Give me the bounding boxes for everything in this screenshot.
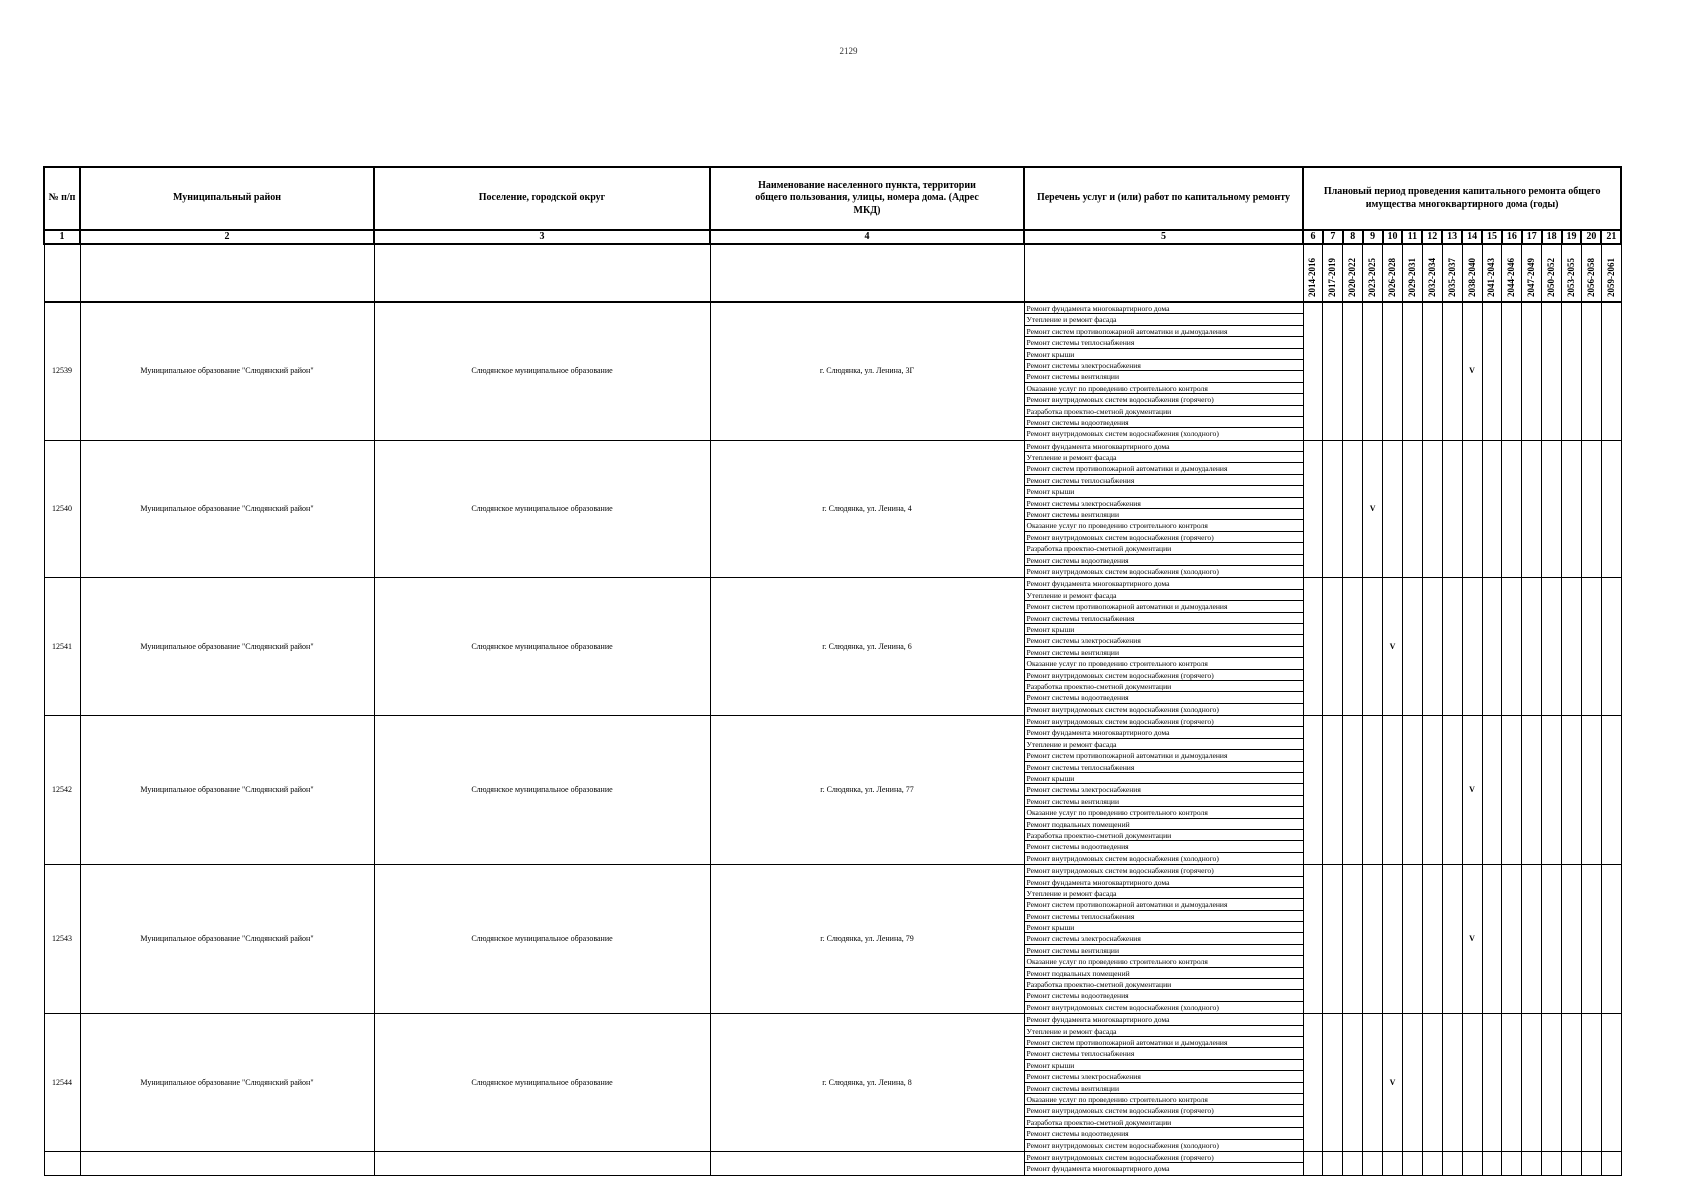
work-item: Ремонт системы электроснабжения xyxy=(1025,360,1303,371)
years-row xyxy=(44,244,1621,302)
period-cell xyxy=(1542,440,1562,578)
work-item: Ремонт крыши xyxy=(1025,773,1303,784)
period-cell xyxy=(1303,302,1323,440)
work-item: Разработка проектно-сметной документации xyxy=(1025,543,1303,554)
row-settlement: Слюдянское муниципальное образование xyxy=(374,440,710,578)
year-period-label: 2014-2016 xyxy=(1307,258,1318,297)
year-period-6 xyxy=(1402,244,1422,302)
header-period: Плановый период проведения капитального ремонта общего имущества многоквартирного дома (годы) xyxy=(1303,167,1621,230)
row-address: г. Слюдянка, ул. Ленина, 4 xyxy=(710,440,1024,578)
period-cell xyxy=(1383,865,1403,1014)
work-item: Ремонт системы вентиляции xyxy=(1025,945,1303,956)
period-cell xyxy=(1502,302,1522,440)
year-period-14 xyxy=(1562,244,1582,302)
period-cell xyxy=(1303,1014,1323,1152)
period-cell xyxy=(1383,302,1403,440)
period-cell xyxy=(1363,1151,1383,1175)
period-cell xyxy=(1542,302,1562,440)
row-settlement: Слюдянское муниципальное образование xyxy=(374,716,710,865)
period-cell xyxy=(1522,865,1542,1014)
row-district: Муниципальное образование "Слюдянский район" xyxy=(80,302,374,440)
work-item: Разработка проектно-сметной документации xyxy=(1025,979,1303,990)
period-cell xyxy=(1502,578,1522,716)
period-cell xyxy=(1303,716,1323,865)
header-address: Наименование населенного пункта, территории общего пользования, улицы, номера дома. (Адрес МКД) xyxy=(710,167,1024,230)
header-row xyxy=(44,167,1621,230)
work-item: Разработка проектно-сметной документации xyxy=(1025,681,1303,692)
work-item: Ремонт системы электроснабжения xyxy=(1025,1071,1303,1082)
column-number-1: 1 xyxy=(44,230,80,244)
period-cell xyxy=(1383,440,1403,578)
year-period-label: 2029-2031 xyxy=(1406,258,1417,297)
period-cell xyxy=(1343,716,1363,865)
work-item: Ремонт фундамента многоквартирного дома xyxy=(1025,578,1303,589)
row-address: г. Слюдянка, ул. Ленина, 8 xyxy=(710,1014,1024,1152)
work-item: Разработка проектно-сметной документации xyxy=(1025,406,1303,417)
period-cell xyxy=(1323,1014,1343,1152)
period-cell xyxy=(1422,578,1442,716)
work-item: Утепление и ремонт фасада xyxy=(1025,314,1303,325)
period-cell xyxy=(1581,440,1601,578)
year-period-12 xyxy=(1522,244,1542,302)
period-cell xyxy=(1303,578,1323,716)
column-number-9: 9 xyxy=(1363,230,1383,244)
row-settlement: Слюдянское муниципальное образование xyxy=(374,302,710,440)
work-item: Ремонт системы водоотведения xyxy=(1025,990,1303,1001)
row-works-list xyxy=(1024,716,1303,865)
period-cell xyxy=(1323,578,1343,716)
work-item: Ремонт внутридомовых систем водоснабжения (холодного) xyxy=(1026,566,1219,576)
header-settlement: Поселение, городской округ xyxy=(374,167,710,230)
period-cell xyxy=(1601,302,1621,440)
year-period-7 xyxy=(1422,244,1442,302)
period-cell xyxy=(1343,865,1363,1014)
period-cell xyxy=(1482,302,1502,440)
period-cell xyxy=(1601,865,1621,1014)
column-number-3: 3 xyxy=(374,230,710,244)
period-cell xyxy=(1482,716,1502,865)
period-cell xyxy=(1442,302,1462,440)
planned-period-mark: V xyxy=(1383,1014,1403,1152)
row-district: Муниципальное образование "Слюдянский район" xyxy=(80,440,374,578)
work-item: Ремонт фундамента многоквартирного дома xyxy=(1026,1164,1170,1174)
row-number: 12544 xyxy=(44,1014,80,1152)
year-period-label: 2059-2061 xyxy=(1605,258,1616,297)
work-item: Ремонт крыши xyxy=(1025,486,1303,497)
work-item: Ремонт системы электроснабжения xyxy=(1025,784,1303,795)
planned-period-mark: V xyxy=(1462,716,1482,865)
period-cell xyxy=(1522,302,1542,440)
header-num: № п/п xyxy=(44,167,80,230)
period-cell xyxy=(1363,302,1383,440)
work-item: Оказание услуг по проведению строительного контроля xyxy=(1025,520,1303,531)
period-cell xyxy=(1462,1151,1482,1175)
planned-period-mark: V xyxy=(1363,440,1383,578)
period-cell xyxy=(1422,302,1442,440)
period-cell xyxy=(1422,1014,1442,1152)
period-cell xyxy=(1601,1151,1621,1175)
row-works-list xyxy=(1024,1014,1303,1152)
years-row-blank xyxy=(1024,244,1303,302)
planned-period-mark: V xyxy=(1383,578,1403,716)
work-item: Ремонт системы электроснабжения xyxy=(1025,933,1303,944)
year-period-11 xyxy=(1502,244,1522,302)
period-cell xyxy=(1442,578,1462,716)
period-cell xyxy=(1482,440,1502,578)
work-item: Ремонт систем противопожарной автоматики и дымоудаления xyxy=(1025,326,1303,337)
year-period-5 xyxy=(1383,244,1403,302)
period-cell xyxy=(1323,440,1343,578)
row-works-list xyxy=(1024,440,1303,578)
year-period-13 xyxy=(1542,244,1562,302)
row-number: 12542 xyxy=(44,716,80,865)
period-cell xyxy=(1581,716,1601,865)
column-number-8: 8 xyxy=(1343,230,1363,244)
period-cell xyxy=(1363,716,1383,865)
period-cell xyxy=(1383,716,1403,865)
year-period-label: 2032-2034 xyxy=(1426,258,1437,297)
column-number-14: 14 xyxy=(1462,230,1482,244)
year-period-1 xyxy=(1303,244,1323,302)
work-item: Оказание услуг по проведению строительного контроля xyxy=(1025,1094,1303,1105)
period-cell xyxy=(1581,1151,1601,1175)
period-cell xyxy=(1562,716,1582,865)
period-cell xyxy=(1462,440,1482,578)
period-cell xyxy=(1502,440,1522,578)
period-cell xyxy=(1502,716,1522,865)
period-cell xyxy=(1323,1151,1343,1175)
table-row xyxy=(44,302,1621,440)
work-item: Ремонт систем противопожарной автоматики и дымоудаления xyxy=(1025,750,1303,761)
row-number: 12539 xyxy=(44,302,80,440)
period-cell xyxy=(1343,302,1363,440)
work-item: Ремонт внутридомовых систем водоснабжения (горячего) xyxy=(1025,1152,1303,1163)
row-district: Муниципальное образование "Слюдянский район" xyxy=(80,578,374,716)
period-cell xyxy=(1343,578,1363,716)
period-cell xyxy=(1522,716,1542,865)
period-cell xyxy=(1581,865,1601,1014)
period-cell xyxy=(1462,578,1482,716)
table-row xyxy=(44,578,1621,716)
period-cell xyxy=(1482,1151,1502,1175)
years-row-blank xyxy=(44,244,80,302)
year-period-15 xyxy=(1581,244,1601,302)
work-item: Ремонт внутридомовых систем водоснабжения (холодного) xyxy=(1026,1140,1219,1150)
period-cell xyxy=(1323,716,1343,865)
work-item: Ремонт системы водоотведения xyxy=(1025,555,1303,566)
period-cell xyxy=(1542,865,1562,1014)
work-item: Ремонт системы теплоснабжения xyxy=(1025,613,1303,624)
row-address: г. Слюдянка, ул. Ленина, 77 xyxy=(710,716,1024,865)
work-item: Ремонт подвальных помещений xyxy=(1025,819,1303,830)
period-cell xyxy=(1402,578,1422,716)
row-number: 12543 xyxy=(44,865,80,1014)
year-period-10 xyxy=(1482,244,1502,302)
work-item: Ремонт системы вентиляции xyxy=(1025,1083,1303,1094)
period-cell xyxy=(1601,440,1621,578)
work-item: Ремонт внутридомовых систем водоснабжения (горячего) xyxy=(1025,1105,1303,1116)
page-number: 2129 xyxy=(839,46,858,56)
year-period-label: 2035-2037 xyxy=(1446,258,1457,297)
period-cell xyxy=(1542,716,1562,865)
work-item: Ремонт систем противопожарной автоматики и дымоудаления xyxy=(1025,601,1303,612)
period-cell xyxy=(1323,865,1343,1014)
work-item: Ремонт фундамента многоквартирного дома xyxy=(1025,441,1303,452)
column-number-20: 20 xyxy=(1581,230,1601,244)
year-period-label: 2053-2055 xyxy=(1566,258,1577,297)
column-number-13: 13 xyxy=(1442,230,1462,244)
work-item: Оказание услуг по проведению строительного контроля xyxy=(1025,807,1303,818)
period-cell xyxy=(1442,865,1462,1014)
column-number-15: 15 xyxy=(1482,230,1502,244)
period-cell xyxy=(1402,1014,1422,1152)
row-settlement: Слюдянское муниципальное образование xyxy=(374,578,710,716)
work-item: Ремонт фундамента многоквартирного дома xyxy=(1025,727,1303,738)
work-item: Ремонт систем противопожарной автоматики и дымоудаления xyxy=(1025,463,1303,474)
column-number-5: 5 xyxy=(1024,230,1303,244)
work-item: Ремонт внутридомовых систем водоснабжения (холодного) xyxy=(1026,1002,1219,1012)
period-cell xyxy=(1601,716,1621,865)
period-cell xyxy=(1343,1151,1363,1175)
column-number-11: 11 xyxy=(1402,230,1422,244)
planned-period-mark: V xyxy=(1462,302,1482,440)
work-item: Ремонт внутридомовых систем водоснабжения (горячего) xyxy=(1025,716,1303,727)
work-item: Ремонт крыши xyxy=(1025,349,1303,360)
period-cell xyxy=(1343,1014,1363,1152)
period-cell xyxy=(1462,1014,1482,1152)
work-item: Ремонт внутридомовых систем водоснабжения (холодного) xyxy=(1026,429,1219,439)
period-cell xyxy=(1363,578,1383,716)
work-item: Ремонт системы электроснабжения xyxy=(1025,635,1303,646)
work-item: Ремонт внутридомовых систем водоснабжения (горячего) xyxy=(1025,865,1303,876)
period-cell xyxy=(1402,440,1422,578)
period-cell xyxy=(1601,578,1621,716)
work-item: Ремонт системы теплоснабжения xyxy=(1025,762,1303,773)
period-cell xyxy=(1422,440,1442,578)
year-period-16 xyxy=(1601,244,1621,302)
year-period-label: 2050-2052 xyxy=(1546,258,1557,297)
work-item: Ремонт подвальных помещений xyxy=(1025,968,1303,979)
year-period-label: 2026-2028 xyxy=(1387,258,1397,297)
period-cell xyxy=(1542,1014,1562,1152)
period-cell xyxy=(1402,716,1422,865)
period-cell xyxy=(1442,1151,1462,1175)
period-cell xyxy=(1363,865,1383,1014)
column-number-19: 19 xyxy=(1562,230,1582,244)
row-number xyxy=(44,1151,80,1175)
year-period-9 xyxy=(1462,244,1482,302)
row-works-list xyxy=(1024,865,1303,1014)
period-cell xyxy=(1601,1014,1621,1152)
work-item: Оказание услуг по проведению строительного контроля xyxy=(1025,658,1303,669)
period-cell xyxy=(1562,302,1582,440)
work-item: Утепление и ремонт фасада xyxy=(1025,452,1303,463)
period-cell xyxy=(1323,302,1343,440)
period-cell xyxy=(1522,1014,1542,1152)
work-item: Ремонт внутридомовых систем водоснабжения (горячего) xyxy=(1025,532,1303,543)
column-number-12: 12 xyxy=(1422,230,1442,244)
column-number-17: 17 xyxy=(1522,230,1542,244)
year-period-label: 2044-2046 xyxy=(1506,258,1517,297)
period-cell xyxy=(1442,1014,1462,1152)
row-works-list xyxy=(1024,302,1303,440)
work-item: Ремонт системы теплоснабжения xyxy=(1025,911,1303,922)
work-item: Ремонт системы теплоснабжения xyxy=(1025,475,1303,486)
work-item: Разработка проектно-сметной документации xyxy=(1025,1117,1303,1128)
header-district: Муниципальный район xyxy=(80,167,374,230)
column-number-21: 21 xyxy=(1601,230,1621,244)
work-item: Ремонт внутридомовых систем водоснабжения (горячего) xyxy=(1025,394,1303,405)
year-period-2 xyxy=(1323,244,1343,302)
period-cell xyxy=(1562,578,1582,716)
table-row xyxy=(44,440,1621,578)
period-cell xyxy=(1303,440,1323,578)
work-item: Ремонт внутридомовых систем водоснабжения (холодного) xyxy=(1026,853,1219,863)
column-number-16: 16 xyxy=(1502,230,1522,244)
period-cell xyxy=(1402,1151,1422,1175)
period-cell xyxy=(1502,865,1522,1014)
year-period-label: 2023-2025 xyxy=(1367,258,1378,297)
column-number-6: 6 xyxy=(1303,230,1323,244)
period-cell xyxy=(1562,1014,1582,1152)
row-number: 12540 xyxy=(44,440,80,578)
work-item: Ремонт системы вентиляции xyxy=(1025,509,1303,520)
row-number: 12541 xyxy=(44,578,80,716)
period-cell xyxy=(1542,1151,1562,1175)
period-cell xyxy=(1502,1014,1522,1152)
period-cell xyxy=(1482,578,1502,716)
year-period-label: 2047-2049 xyxy=(1526,258,1537,297)
row-address: г. Слюдянка, ул. Ленина, 79 xyxy=(710,865,1024,1014)
row-address: г. Слюдянка, ул. Ленина, 6 xyxy=(710,578,1024,716)
table-row xyxy=(44,1151,1621,1175)
work-item: Ремонт фундамента многоквартирного дома xyxy=(1025,1014,1303,1025)
work-item: Оказание услуг по проведению строительного контроля xyxy=(1025,956,1303,967)
work-item: Ремонт системы вентиляции xyxy=(1025,796,1303,807)
row-address: г. Слюдянка, ул. Ленина, 3Г xyxy=(710,302,1024,440)
column-number-18: 18 xyxy=(1542,230,1562,244)
period-cell xyxy=(1542,578,1562,716)
years-row-blank xyxy=(374,244,710,302)
period-cell xyxy=(1303,1151,1323,1175)
row-address xyxy=(710,1151,1024,1175)
header-works: Перечень услуг и (или) работ по капитальному ремонту xyxy=(1024,167,1303,230)
period-cell xyxy=(1402,302,1422,440)
year-period-4 xyxy=(1363,244,1383,302)
work-item: Ремонт крыши xyxy=(1025,922,1303,933)
work-item: Ремонт фундамента многоквартирного дома xyxy=(1025,303,1303,314)
period-cell xyxy=(1482,1014,1502,1152)
year-period-8 xyxy=(1442,244,1462,302)
work-item: Утепление и ремонт фасада xyxy=(1025,590,1303,601)
year-period-label: 2056-2058 xyxy=(1585,258,1596,297)
column-number-2: 2 xyxy=(80,230,374,244)
column-numbers-row xyxy=(44,230,1621,244)
work-item: Ремонт системы теплоснабжения xyxy=(1025,337,1303,348)
period-cell xyxy=(1522,578,1542,716)
work-item: Ремонт систем противопожарной автоматики и дымоудаления xyxy=(1025,1037,1303,1048)
work-item: Ремонт крыши xyxy=(1025,624,1303,635)
period-cell xyxy=(1581,1014,1601,1152)
period-cell xyxy=(1422,865,1442,1014)
column-number-10: 10 xyxy=(1383,230,1403,244)
planned-period-mark: V xyxy=(1462,865,1482,1014)
year-period-3 xyxy=(1343,244,1363,302)
work-item: Утепление и ремонт фасада xyxy=(1025,888,1303,899)
period-cell xyxy=(1562,1151,1582,1175)
row-district xyxy=(80,1151,374,1175)
row-district: Муниципальное образование "Слюдянский район" xyxy=(80,1014,374,1152)
period-cell xyxy=(1442,440,1462,578)
period-cell xyxy=(1581,302,1601,440)
work-item: Ремонт фундамента многоквартирного дома xyxy=(1025,877,1303,888)
work-item: Ремонт системы водоотведения xyxy=(1025,1128,1303,1139)
row-settlement: Слюдянское муниципальное образование xyxy=(374,865,710,1014)
row-settlement xyxy=(374,1151,710,1175)
column-number-7: 7 xyxy=(1323,230,1343,244)
row-works-list xyxy=(1024,578,1303,716)
work-item: Ремонт внутридомовых систем водоснабжения (горячего) xyxy=(1025,670,1303,681)
work-item: Разработка проектно-сметной документации xyxy=(1025,830,1303,841)
work-item: Ремонт системы водоотведения xyxy=(1025,692,1303,703)
period-cell xyxy=(1303,865,1323,1014)
period-cell xyxy=(1562,440,1582,578)
period-cell xyxy=(1442,716,1462,865)
year-period-label: 2041-2043 xyxy=(1486,258,1497,297)
period-cell xyxy=(1363,1014,1383,1152)
period-cell xyxy=(1343,440,1363,578)
work-item: Ремонт системы водоотведения xyxy=(1025,841,1303,852)
row-district: Муниципальное образование "Слюдянский район" xyxy=(80,716,374,865)
work-item: Утепление и ремонт фасада xyxy=(1025,1026,1303,1037)
work-item: Утепление и ремонт фасада xyxy=(1025,739,1303,750)
work-item: Оказание услуг по проведению строительного контроля xyxy=(1025,383,1303,394)
period-cell xyxy=(1522,440,1542,578)
column-number-4: 4 xyxy=(710,230,1024,244)
table-row xyxy=(44,1014,1621,1152)
work-item: Ремонт системы электроснабжения xyxy=(1025,498,1303,509)
table-row xyxy=(44,716,1621,865)
row-settlement: Слюдянское муниципальное образование xyxy=(374,1014,710,1152)
period-cell xyxy=(1482,865,1502,1014)
work-item: Ремонт систем противопожарной автоматики и дымоудаления xyxy=(1025,899,1303,910)
years-row-blank xyxy=(710,244,1024,302)
work-item: Ремонт системы водоотведения xyxy=(1025,417,1303,428)
period-cell xyxy=(1581,578,1601,716)
year-period-label: 2038-2040 xyxy=(1466,258,1477,297)
period-cell xyxy=(1522,1151,1542,1175)
capital-repair-table xyxy=(43,166,1622,1176)
period-cell xyxy=(1422,716,1442,865)
period-cell xyxy=(1402,865,1422,1014)
year-period-label: 2020-2022 xyxy=(1347,258,1358,297)
work-item: Ремонт внутридомовых систем водоснабжения (холодного) xyxy=(1026,704,1219,714)
row-district: Муниципальное образование "Слюдянский район" xyxy=(80,865,374,1014)
work-item: Ремонт системы вентиляции xyxy=(1025,647,1303,658)
year-period-label: 2017-2019 xyxy=(1327,258,1338,297)
period-cell xyxy=(1383,1151,1403,1175)
period-cell xyxy=(1562,865,1582,1014)
work-item: Ремонт системы вентиляции xyxy=(1025,371,1303,382)
table-row xyxy=(44,865,1621,1014)
work-item: Ремонт системы теплоснабжения xyxy=(1025,1048,1303,1059)
period-cell xyxy=(1422,1151,1442,1175)
row-works-list xyxy=(1024,1151,1303,1175)
period-cell xyxy=(1502,1151,1522,1175)
years-row-blank xyxy=(80,244,374,302)
work-item: Ремонт крыши xyxy=(1025,1060,1303,1071)
